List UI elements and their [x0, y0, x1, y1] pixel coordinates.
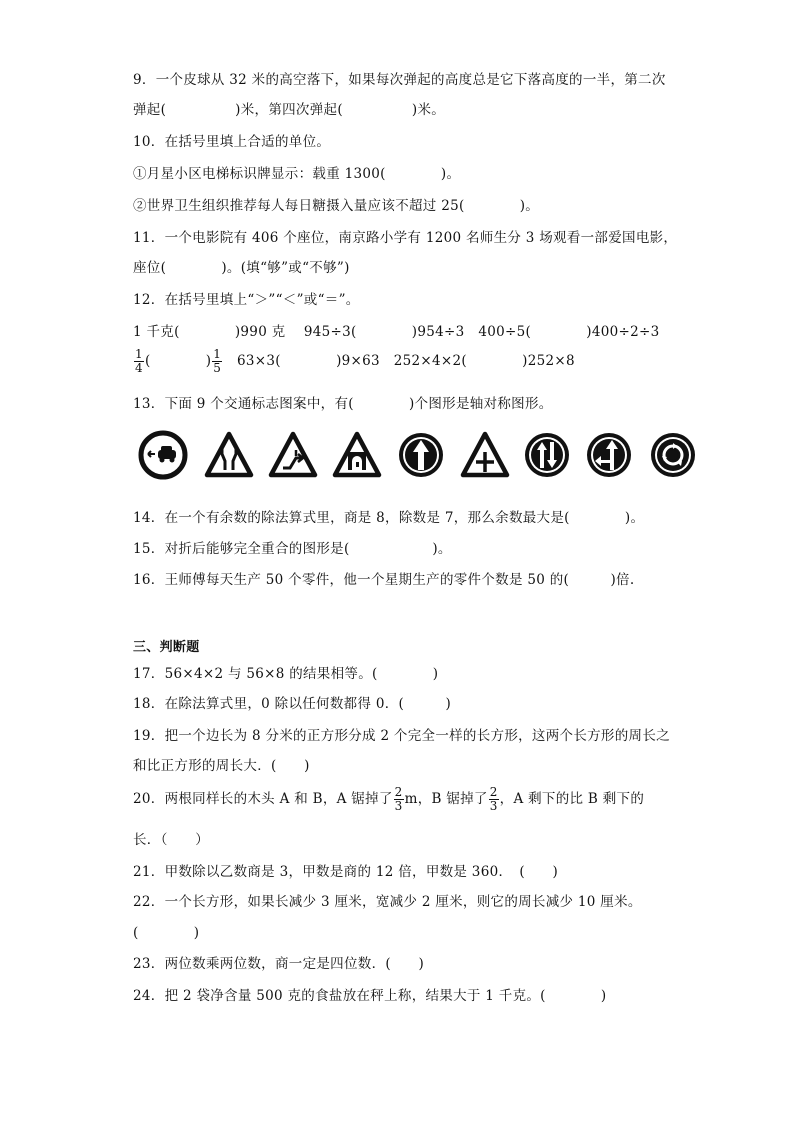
- fraction-two-thirds: $\frac{2}{3}$: [489, 785, 498, 813]
- q22-line1: 22．一个长方形，如果长减少 3 厘米，宽减少 2 厘米，则它的周长减少 10 厘米。: [133, 894, 642, 910]
- straight-ahead-sign-icon: [396, 430, 446, 480]
- q10-title: 10．在括号里填上合适的单位。: [133, 134, 331, 150]
- q13-title: 13．下面 9 个交通标志图案中，有( )个图形是轴对称图形。: [133, 396, 553, 412]
- q10-item1: ①月星小区电梯标识牌显示：载重 1300( )。: [133, 166, 461, 182]
- q9-line2: 弹起( )米，第四次弹起( )米。: [133, 102, 446, 118]
- fraction-one-fifth: $\frac{1}{5}$: [213, 347, 222, 375]
- tunnel-sign-icon: [332, 430, 382, 480]
- road-narrows-sign-icon: [204, 430, 254, 480]
- roundabout-sign-icon: [648, 430, 698, 480]
- q9-line1: 9．一个皮球从 32 米的高空落下，如果每次弹起的高度总是它下落高度的一半，第二次: [133, 72, 666, 88]
- q12-row2-paren: ( ): [144, 353, 212, 369]
- q20-line1: 20．两根同样长的木头 A 和 B，A 锯掉了 $\frac{2}{3}$ m，B 锯掉了 $\frac{2}{3}$ ，A 剩下的比 B 剩下的: [133, 785, 645, 813]
- two-way-traffic-sign-icon: [522, 430, 572, 480]
- section-title-judgment: 三、判断题: [133, 640, 200, 655]
- detour-sign-icon: [268, 430, 318, 480]
- q16: 16．王师傅每天生产 50 个零件，他一个星期生产的零件个数是 50 的( )倍.: [133, 572, 635, 588]
- no-overtaking-sign-icon: [138, 430, 188, 480]
- q23: 23．两位数乘两位数，商一定是四位数．( ): [133, 956, 425, 972]
- fraction-one-quarter: $\frac{1}{4}$: [135, 347, 143, 375]
- crossroad-sign-icon: [460, 430, 510, 480]
- q19-line1: 19．把一个边长为 8 分米的正方形分成 2 个完全一样的长方形，这两个长方形的周长之: [133, 728, 670, 744]
- q18: 18．在除法算式里，0 除以任何数都得 0．( ): [133, 696, 452, 712]
- q11-line2: 座位( )。(填“够”或“不够”): [133, 260, 350, 276]
- q11-line1: 11．一个电影院有 406 个座位，南京路小学有 1200 名师生分 3 场观看一部爱国电影，: [133, 230, 678, 246]
- q20-line2: 长．（ ）: [133, 832, 210, 848]
- q15: 15．对折后能够完全重合的图形是( )。: [133, 541, 452, 557]
- q12-row2-rest: 63×3( )9×63 252×4×2( )252×8: [223, 353, 575, 369]
- q21: 21．甲数除以乙数商是 3，甲数是商的 12 倍，甲数是 360． ( ): [133, 864, 559, 880]
- q14: 14．在一个有余数的除法算式里，商是 8，除数是 7，那么余数最大是( )。: [133, 510, 645, 526]
- straight-or-left-sign-icon: [584, 430, 634, 480]
- q17: 17．56×4×2 与 56×8 的结果相等。( ): [133, 666, 439, 682]
- q10-item2: ②世界卫生组织推荐每人每日糖摄入量应该不超过 25( )。: [133, 198, 540, 214]
- q22-line2: ( ): [133, 925, 200, 941]
- q12-title: 12．在括号里填上“＞”“＜”或“＝”。: [133, 292, 360, 308]
- q12-row1: 1 千克( )990 克 945÷3( )954÷3 400÷5( )400÷2÷3: [133, 324, 660, 340]
- q24: 24．把 2 袋净含量 500 克的食盐放在秤上称，结果大于 1 千克。( ): [133, 988, 607, 1004]
- q19-line2: 和比正方形的周长大．( ): [133, 758, 310, 774]
- q12-row2: [133, 348, 575, 375]
- fraction-two-thirds: $\frac{2}{3}$: [394, 785, 403, 813]
